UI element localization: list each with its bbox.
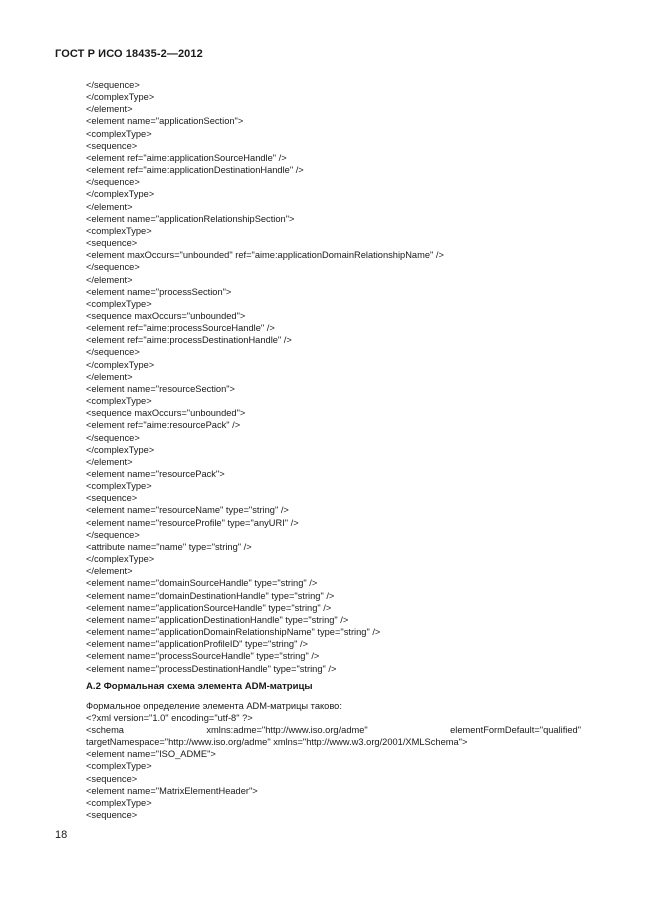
code-line: </sequence> xyxy=(86,432,140,443)
code-line: <element name="processSourceHandle" type="string" /> xyxy=(86,651,320,662)
code-line: <element ref="aime:processSourceHandle" /> xyxy=(86,323,275,334)
code-line: <sequence> xyxy=(86,140,138,151)
code-line: </element> xyxy=(86,566,133,577)
code-line: <element name="applicationSourceHandle" type="string" /> xyxy=(86,602,332,613)
code-line: </complexType> xyxy=(86,359,155,370)
code-line: </element> xyxy=(86,274,133,285)
code-line: </complexType> xyxy=(86,444,155,455)
code-line: <element name="processDestinationHandle" type="string" /> xyxy=(86,663,337,674)
xml-code-block xyxy=(86,79,606,675)
code-line: <element name="applicationProfileID" type="string" /> xyxy=(86,639,308,650)
code-line: </complexType> xyxy=(86,189,155,200)
code-line: <sequence> xyxy=(86,493,138,504)
code-line: <attribute name="name" type="string" /> xyxy=(86,541,252,552)
code-line: <complexType> xyxy=(86,797,152,808)
code-line: <element ref="aime:processDestinationHandle" /> xyxy=(86,335,292,346)
code-line: <element name="ISO_ADME"> xyxy=(86,749,216,760)
code-line: </complexType> xyxy=(86,92,155,103)
code-line: </sequence> xyxy=(86,80,140,90)
code-line: <element name="resourcePack"> xyxy=(86,469,225,479)
code-line: <element ref="aime:resourcePack" /> xyxy=(86,420,241,431)
code-line: <?xml version="1.0" encoding="utf-8" ?> xyxy=(86,713,253,724)
code-line: <complexType> xyxy=(86,298,152,309)
code-line: <sequence maxOccurs="unbounded"> xyxy=(86,310,246,321)
code-line: <sequence> xyxy=(86,773,138,784)
code-line: </sequence> xyxy=(86,177,140,188)
code-line: <complexType> xyxy=(86,396,152,407)
code-line: <element name="domainDestinationHandle" type="string" /> xyxy=(86,590,335,601)
section-intro-text: Формальное определение элемента ADM-матрицы таково: xyxy=(86,701,342,711)
code-line: <element maxOccurs="unbounded" ref="aime:applicationDomainRelationshipName" /> xyxy=(86,250,444,261)
code-line: <element name="domainSourceHandle" type="string" /> xyxy=(86,578,318,589)
code-line: </complexType> xyxy=(86,554,155,565)
code-line: <schema xmlns:adme="http://www.iso.org/adme" elementFormDefault="qualified" targetNamespace="http://www.iso.org/adme" xmlns="http://www.w3.org/2001/XMLSchema"> xyxy=(86,725,581,748)
code-line: <sequence> xyxy=(86,809,138,820)
code-line: <element name="applicationRelationshipSection"> xyxy=(86,213,295,224)
document-header: ГОСТ Р ИСО 18435-2—2012 xyxy=(55,48,203,60)
code-line: </element> xyxy=(86,201,133,212)
code-line: <element ref="aime:applicationSourceHandle" /> xyxy=(86,152,287,163)
section-body xyxy=(86,700,581,821)
code-line: <element name="resourceName" type="string" /> xyxy=(86,505,289,516)
code-line: <element name="applicationDestinationHandle" type="string" /> xyxy=(86,614,349,625)
code-line: </sequence> xyxy=(86,262,140,273)
code-line: </sequence> xyxy=(86,529,140,540)
page-number: 18 xyxy=(55,829,68,841)
code-line: <element name="applicationSection"> xyxy=(86,116,244,127)
code-line: <element name="applicationDomainRelationshipName" type="string" /> xyxy=(86,627,381,638)
code-line: <sequence> xyxy=(86,238,138,249)
code-line: </element> xyxy=(86,371,133,382)
code-line: <element name="resourceProfile" type="anyURI" /> xyxy=(86,517,299,528)
code-line: <element name="resourceSection"> xyxy=(86,383,235,394)
code-line: </element> xyxy=(86,104,133,115)
code-line: <complexType> xyxy=(86,225,152,236)
code-line: <complexType> xyxy=(86,761,152,772)
code-line: <element name="MatrixElementHeader"> xyxy=(86,785,258,796)
code-line: <element name="processSection"> xyxy=(86,286,232,297)
code-line: </sequence> xyxy=(86,347,140,358)
section-heading: А.2 Формальная схема элемента ADM-матрицы xyxy=(86,681,313,692)
code-line: </element> xyxy=(86,456,133,467)
code-line: <element ref="aime:applicationDestinationHandle" /> xyxy=(86,165,304,176)
code-line: <complexType> xyxy=(86,128,152,139)
code-line: <complexType> xyxy=(86,481,152,492)
code-line: <sequence maxOccurs="unbounded"> xyxy=(86,408,246,419)
